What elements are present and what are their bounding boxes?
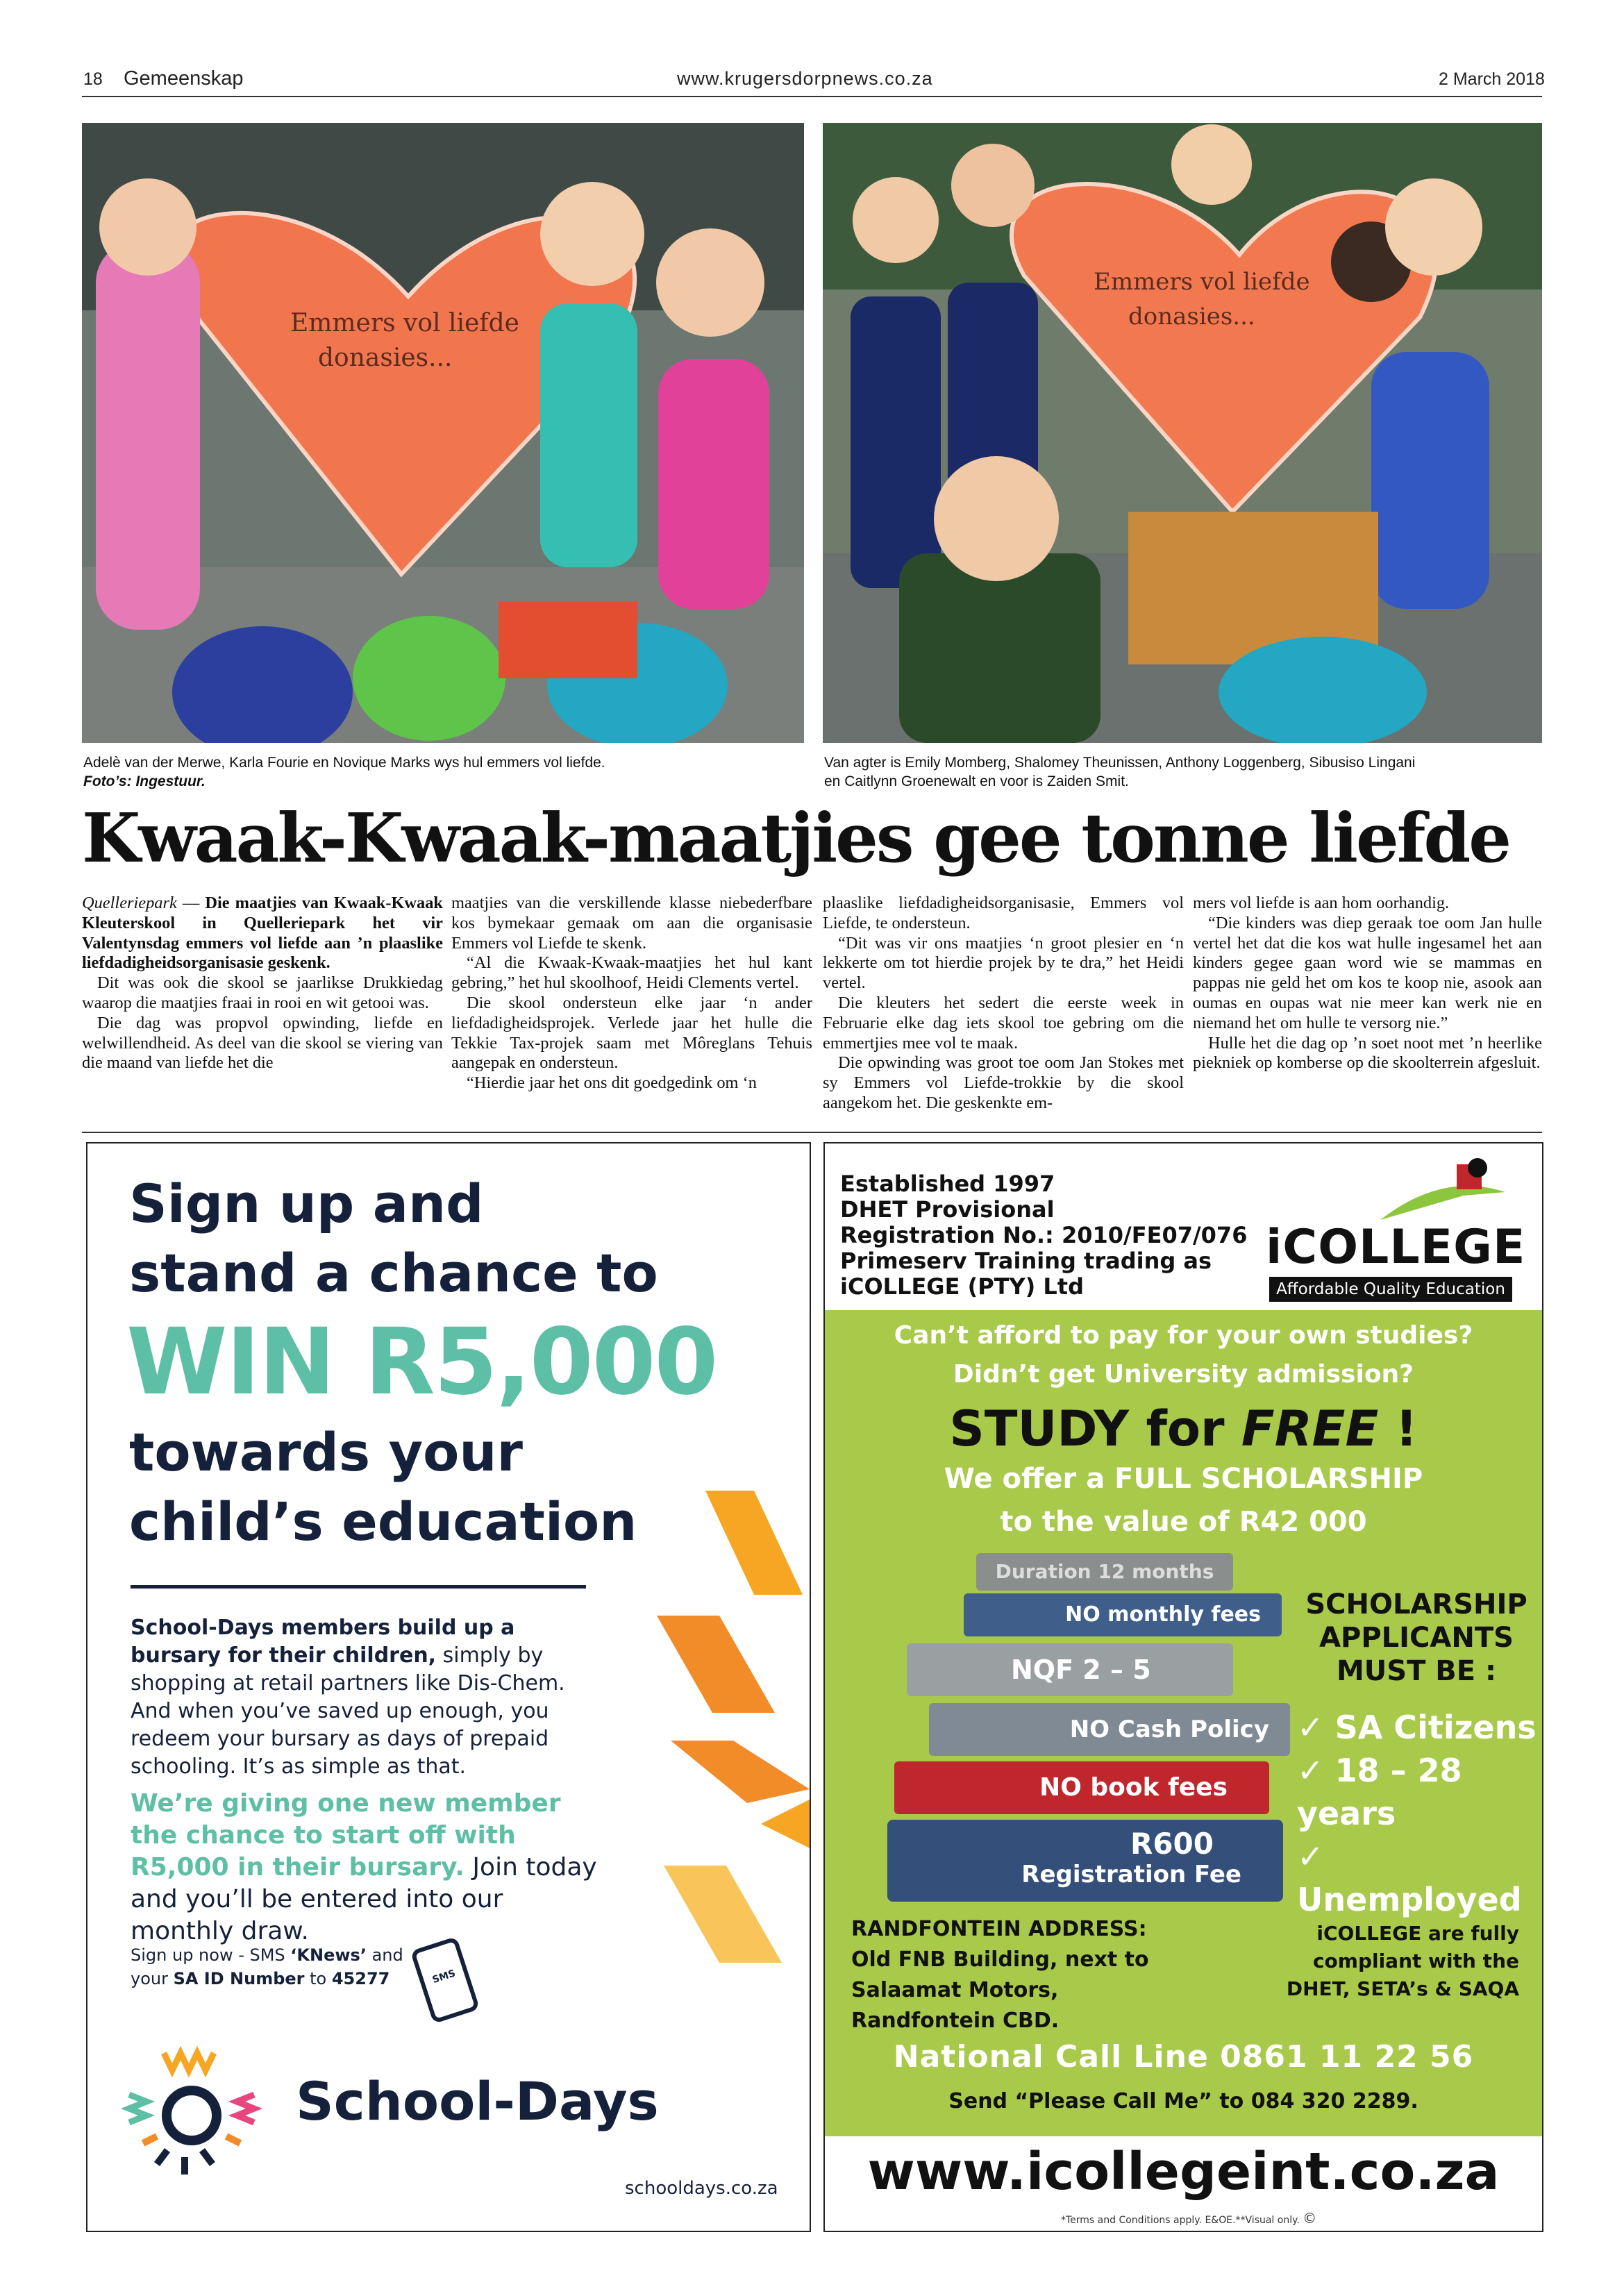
address-block [851, 1914, 1149, 2036]
ad-body-bold: School-Days members build up a bursary for their children, [131, 1616, 515, 1668]
scholarship-text: MUST BE : [1336, 1655, 1497, 1687]
question-text: Didn’t get University admission? [953, 1360, 1414, 1389]
dateline-dash: — [176, 894, 206, 912]
phone-icon [410, 1936, 480, 2024]
ad-divider [131, 1585, 586, 1589]
schooldays-ad[interactable] [86, 1142, 811, 2232]
article-column-4 [1193, 894, 1542, 1073]
please-call-me: Send “Please Call Me” to 084 320 2289. [948, 2089, 1418, 2113]
photo-right-caption: en Caitlynn Groenewalt en voor is Zaiden Smit. [824, 773, 1129, 789]
sms-keyword: ‘KNews’ [290, 1945, 367, 1965]
issue-date: 2 March 2018 [1439, 69, 1545, 89]
establishment-info [840, 1171, 1247, 1300]
question-text: Can’t afford to pay for your own studies? [894, 1321, 1473, 1350]
paragraph: Die opwinding was groot toe oom Jan Stokes met sy Emmers vol Liefde-trokkie by die skool aangekom het. Die geskenkte em- [823, 1053, 1184, 1112]
check-icon: ✓ [1297, 1752, 1324, 1789]
paragraph: “Dit was vir ons maatjies ‘n groot plesier en ‘n lekkerte om tot hierdie projek by te dra,” het Heidi vertel. [823, 933, 1184, 993]
article-column-1 [82, 894, 443, 1073]
win-amount: WIN R5,000 [126, 1309, 717, 1416]
lead-paragraph: Die maatjies van Kwaak-Kwaak Kleuterskool in Quelleriepark het vir Valentynsdag emmers vol liefde aan ’n plaaslike liefdadigheidsorganisasie geskenk. [82, 894, 443, 973]
paragraph: Dit was ook die skool se jaarlikse Drukkiedag waarop die maatjies fraai in rooi en wit getooi was. [82, 973, 443, 1012]
icollege-tagline: Affordable Quality Education [1269, 1277, 1512, 1302]
ad-body-rest: simply by shopping at retail partners like Dis-Chem. And when you’ve saved up enough, you redeem your bursary as days of prepaid schooling. It’s as simple as that. [131, 1643, 565, 1779]
registration-amount: R600 [1130, 1827, 1214, 1861]
phone-label: SMS [430, 1968, 458, 1986]
compliance-line: compliant with the [1312, 1950, 1519, 1972]
photo-right-illustration [823, 123, 1542, 743]
address-line: Old FNB Building, next to [851, 1947, 1149, 1972]
requirement-text: 18 – 28 years [1297, 1752, 1462, 1832]
page-number: 18 [83, 69, 103, 89]
ad-headline: child’s education [129, 1491, 637, 1552]
school-days-logo-icon [115, 2039, 268, 2192]
photo-right [823, 123, 1542, 743]
paragraph: Die kleuters het sedert die eerste week in Februarie elke dag iets skool toe gebring om die emmertjies mee vol te maak. [823, 993, 1184, 1053]
compliance-block [1241, 1920, 1519, 2003]
study-text: STUDY for [949, 1400, 1225, 1457]
ad-headline: towards your [129, 1421, 523, 1483]
paragraph: maatjies van die verskillende klasse niebederfbare kos bymekaar gemaak om aan die organisasie Emmers vol Liefde te skenk. [451, 894, 812, 953]
article-column-3 [823, 894, 1184, 1114]
compliance-line: DHET, SETA’s & SAQA [1286, 1977, 1519, 2000]
sms-text: Sign up now - SMS [131, 1945, 291, 1965]
ad-promo-rest: Join today and you’ll be entered into our monthly draw. [131, 1853, 597, 1945]
book-nqf: NQF 2 – 5 [907, 1643, 1233, 1696]
paragraph: “Die kinders was diep geraak toe oom Jan hulle vertel het dat die kos wat hulle ingesamel het aan kinders gegee gaan word wie se mammas en pappas nie geld het om kos te koop nie, asook aan oumas en oupas wat nie meer kan werk nie en niemand het om hulle te versorg nie.” [1193, 913, 1542, 1032]
address-title: RANDFONTEIN ADDRESS: [851, 1917, 1147, 1941]
scholarship-text: APPLICANTS [1319, 1622, 1514, 1654]
address-line: Randfontein CBD. [851, 2009, 1060, 2033]
poster-text: donasies... [1128, 303, 1255, 330]
website-url: www.krugersdorpnews.co.za [677, 68, 933, 89]
free-text: FREE [1241, 1400, 1379, 1457]
requirements-list [1297, 1706, 1542, 1921]
paragraph: plaaslike liefdadigheidsorganisasie, Emmers vol Liefde, te ondersteun. [823, 894, 1184, 932]
book-registration [887, 1820, 1283, 1902]
offer-text: to the value of R42 000 [1000, 1506, 1367, 1538]
paragraph: Die skool ondersteun elke jaar ‘n ander liefdadigheidsprojek. Verlede jaar het hulle die Tekkie Tax-projek saam met Môreglans Tehuis aangepak en ondersteun. [451, 993, 812, 1073]
poster-text: Emmers vol liefde [1094, 268, 1310, 296]
photo-right-caption: Van agter is Emily Momberg, Shalomey Theunissen, Anthony Loggenberg, Sibusiso Lingani [824, 755, 1416, 771]
terms-label: *Terms and Conditions apply. E&OE.**Visual only. [1061, 2215, 1300, 2226]
book-duration: Duration 12 months [976, 1553, 1233, 1591]
address-line: Salaamat Motors, [851, 1978, 1059, 2002]
compliance-line: iCOLLEGE are fully [1316, 1922, 1519, 1945]
paragraph: mers vol liefde is aan hom oorhandig. [1193, 894, 1450, 912]
photo-left-illustration [82, 123, 804, 743]
terms-text [1061, 2210, 1316, 2227]
requirement-text: SA Citizens [1334, 1709, 1537, 1746]
ad-promo-teal: We’re giving one new member the chance to start off with R5,000 in their bursary. [131, 1789, 561, 1882]
article-lead [82, 894, 443, 973]
sunburst-decoration [643, 1477, 811, 2004]
sms-id: SA ID Number [173, 1969, 305, 1988]
check-icon: ✓ [1297, 1838, 1324, 1875]
book-fees: NO book fees [894, 1761, 1269, 1814]
ad-body-text [131, 1614, 575, 1781]
photo-left [82, 123, 804, 743]
icollege-logo: iCOLLEGE [1266, 1220, 1526, 1275]
call-line[interactable]: National Call Line 0861 11 22 56 [893, 2039, 1474, 2075]
check-icon: ✓ [1297, 1709, 1324, 1746]
paragraph: Die dag was propvol opwinding, liefde en welwillendheid. As deel van die skool se viering van die maand van liefde het die [82, 1013, 443, 1073]
copyright-icon: © [1303, 2210, 1317, 2227]
established-text: Established 1997 [840, 1171, 1055, 1197]
paragraph: Hulle het die dag op ’n soet noot met ’n heerlike piekniek op komberse op die skoolterrein afgesluit. [1193, 1033, 1542, 1073]
sms-instructions [131, 1943, 422, 1991]
offer-text: We offer a FULL SCHOLARSHIP [944, 1463, 1423, 1495]
school-days-brand: School-Days [296, 2070, 659, 2132]
scholarship-text: SCHOLARSHIP [1305, 1589, 1527, 1620]
dhet-text: DHET Provisional [840, 1196, 1055, 1223]
school-days-url[interactable]: schooldays.co.za [625, 2178, 778, 2199]
registration-label: Registration Fee [1021, 1861, 1241, 1888]
requirement-item [1297, 1749, 1542, 1835]
ad-promo-text [131, 1788, 603, 1947]
poster-text: donasies... [318, 344, 453, 372]
graduate-icon [1373, 1157, 1512, 1227]
photo-credit: Foto’s: Ingestuur. [83, 773, 206, 789]
photo-left-caption: Adelè van der Merwe, Karla Fourie en Novique Marks wys hul emmers vol liefde. [83, 755, 605, 771]
paragraph: “Al die Kwaak-Kwaak-maatjies het hul kant gebring,” het hul skoolhoof, Heidi Clements vertel. [451, 953, 812, 993]
ad-headline: Sign up and [129, 1173, 484, 1234]
requirement-item [1297, 1835, 1542, 1921]
article-bottom-rule [82, 1132, 1542, 1133]
registration-text: Registration No.: 2010/FE07/076 [840, 1222, 1248, 1248]
scholarship-heading [1298, 1588, 1534, 1688]
book-monthly-fees: NO monthly fees [964, 1593, 1282, 1636]
requirement-text: Unemployed [1297, 1881, 1522, 1918]
section-title: Gemeenskap [124, 67, 244, 90]
paragraph: “Hierdie jaar het ons dit goedgedink om ‘n [467, 1073, 757, 1093]
sms-number: 45277 [331, 1969, 390, 1988]
header-rule [82, 96, 1542, 97]
article-column-2 [451, 894, 812, 1093]
exclamation: ! [1395, 1400, 1418, 1457]
icollege-ad[interactable] [823, 1142, 1543, 2232]
book-cash-policy: NO Cash Policy [929, 1703, 1290, 1756]
icollege-website[interactable]: www.icollegeint.co.za [867, 2142, 1500, 2202]
dateline-place: Quelleriepark [82, 894, 177, 912]
study-free-headline [825, 1400, 1542, 1457]
sms-text: to [304, 1969, 332, 1988]
sms-text: and your [131, 1945, 403, 1988]
poster-text: Emmers vol liefde [290, 309, 519, 337]
trading-text: Primeserv Training trading as [840, 1248, 1212, 1274]
ad-headline: stand a chance to [129, 1242, 658, 1304]
article-headline: Kwaak-Kwaak-maatjies gee tonne liefde [82, 798, 1510, 878]
requirement-item [1297, 1706, 1542, 1749]
company-text: iCOLLEGE (PTY) Ltd [840, 1273, 1084, 1300]
